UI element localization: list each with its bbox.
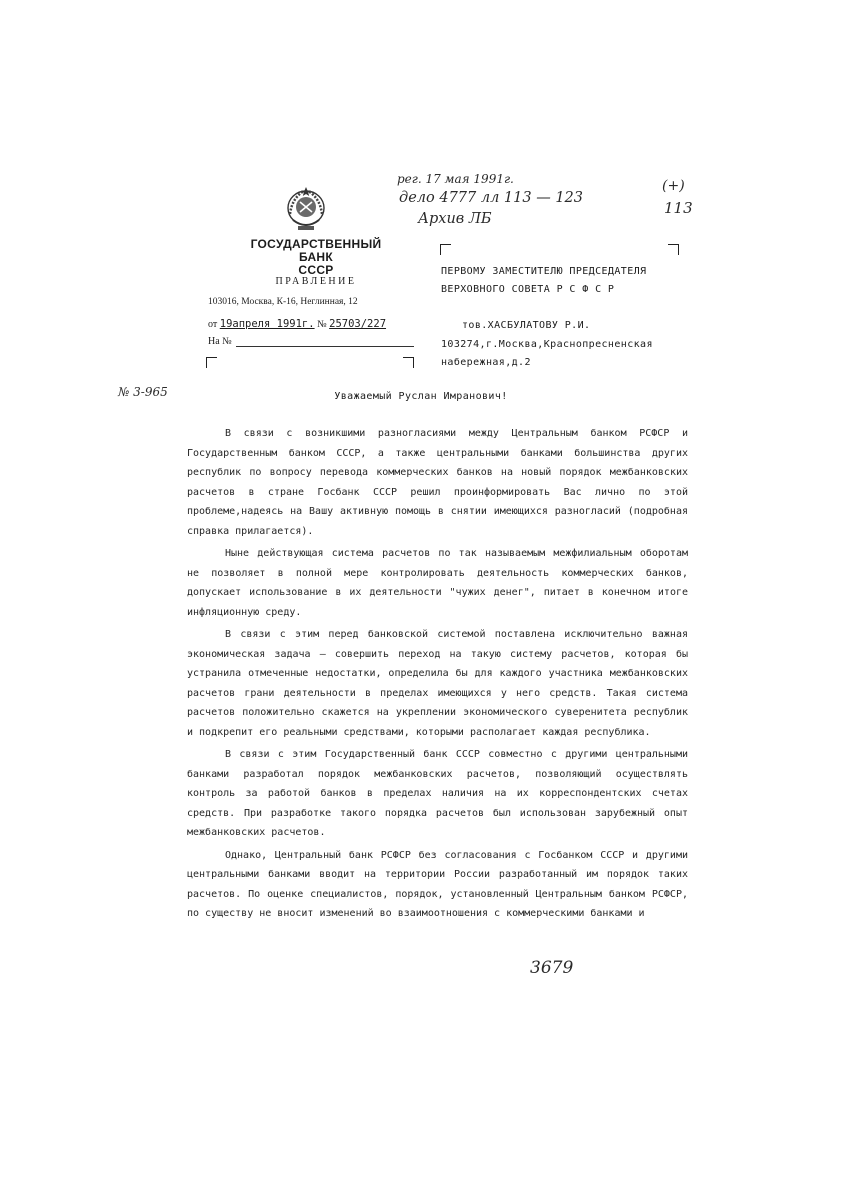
date-prefix: от xyxy=(208,319,218,330)
handwritten-case-number: дело 4777 лл 113 — 123 xyxy=(399,190,583,206)
paragraph: В связи с возникшими разногласиями между Центральным банком РСФСР и Государственным банком СССР, а также центральными банками большинства других республик по вопросу перевода коммерческих банков на новый порядок межбанковских расчетов в стране Госбанк СССР решил проинформировать Вас лично по этой проблеме,надеясь на Вашу активную помощь в снятии имеющихся разногласий (подробная справка прилагается). xyxy=(187,428,688,537)
paragraph: Ныне действующая система расчетов по так называемым межфилиальным оборотам не позволяет в полной мере контролировать деятельность коммерческих банков, допускает использование в их деятельности "чужих денег", питает в конечном итоге инфляционную среду. xyxy=(187,548,688,618)
addressee-line1: ПЕРВОМУ ЗАМЕСТИТЕЛЮ ПРЕДСЕДАТЕЛЯ xyxy=(441,266,647,277)
addressee-address: 103274,г.Москва,Краснопресненская xyxy=(441,339,653,350)
salutation: Уважаемый Руслан Имранович! xyxy=(334,391,508,402)
number-sign: № xyxy=(317,319,327,330)
reply-prefix: На № xyxy=(208,336,232,347)
date-number-row xyxy=(208,318,386,330)
addressee-line2: ВЕРХОВНОГО СОВЕТА Р С Ф С Р xyxy=(441,284,615,295)
address-corner-top-left xyxy=(440,244,451,255)
handwritten-margin-number: № 3-965 xyxy=(118,385,168,399)
letter-date: 19апреля 1991г. xyxy=(219,318,315,330)
reply-to-row xyxy=(208,336,414,347)
paragraph: В связи с этим Государственный банк СССР совместно с другими центральными банками разработал порядок межбанковских расчетов, позволяющий осуществлять контроль за работой банков в пределах наличия на их корреспондентских счетах средств. При разработке такого порядка расчетов был использован зарубежный опыт межбанковских расчетов. xyxy=(187,749,688,838)
handwritten-archive: Архив ЛБ xyxy=(418,211,492,227)
paragraph: В связи с этим перед банковской системой поставлена исключительно важная экономическая задача — совершить переход на такую систему расчетов, которая бы устранила отмеченные недостатки, определила бы для каждого участника межбанковских расчетов грани деятельности в пределах имеющихся у него средств. Такая система расчетов положительно скажется на укреплении экономического суверенитета республик и подкрепит его реальными средствами, которыми располагает каждая республика. xyxy=(187,629,688,738)
handwritten-page: 113 xyxy=(664,199,693,217)
bank-address: 103016, Москва, К-16, Неглинная, 12 xyxy=(208,297,358,307)
reply-corner-left xyxy=(206,357,217,368)
bank-name xyxy=(236,238,396,277)
addressee-address-2: набережная,д.2 xyxy=(441,357,531,368)
addressee-name: тов.ХАСБУЛАТОВУ Р.И. xyxy=(462,320,591,331)
handwritten-bottom-number: 3679 xyxy=(530,958,574,978)
reply-to-line xyxy=(236,346,414,347)
state-emblem-icon xyxy=(284,186,328,234)
bank-name-line1: ГОСУДАРСТВЕННЫЙ БАНК xyxy=(250,237,382,264)
reply-corner-right xyxy=(403,357,414,368)
letter-number: 25703/227 xyxy=(329,318,387,330)
paragraph: Однако, Центральный банк РСФСР без согласования с Госбанком СССР и другими центральными банками вводит на территории России разработанный им порядок таких расчетов. По оценке специалистов, порядок, установленный Центральным банком РСФСР, по существу не вносит изменений во взаимоотношения с коммерческими банками и xyxy=(187,849,688,919)
letter-body xyxy=(187,424,688,927)
bank-name-line2: СССР xyxy=(298,263,334,277)
handwritten-mark: (+) xyxy=(662,178,685,194)
address-corner-top-right xyxy=(668,244,679,255)
board-title: ПРАВЛЕНИЕ xyxy=(275,276,357,287)
handwritten-registration: рег. 17 мая 1991г. xyxy=(397,172,514,186)
